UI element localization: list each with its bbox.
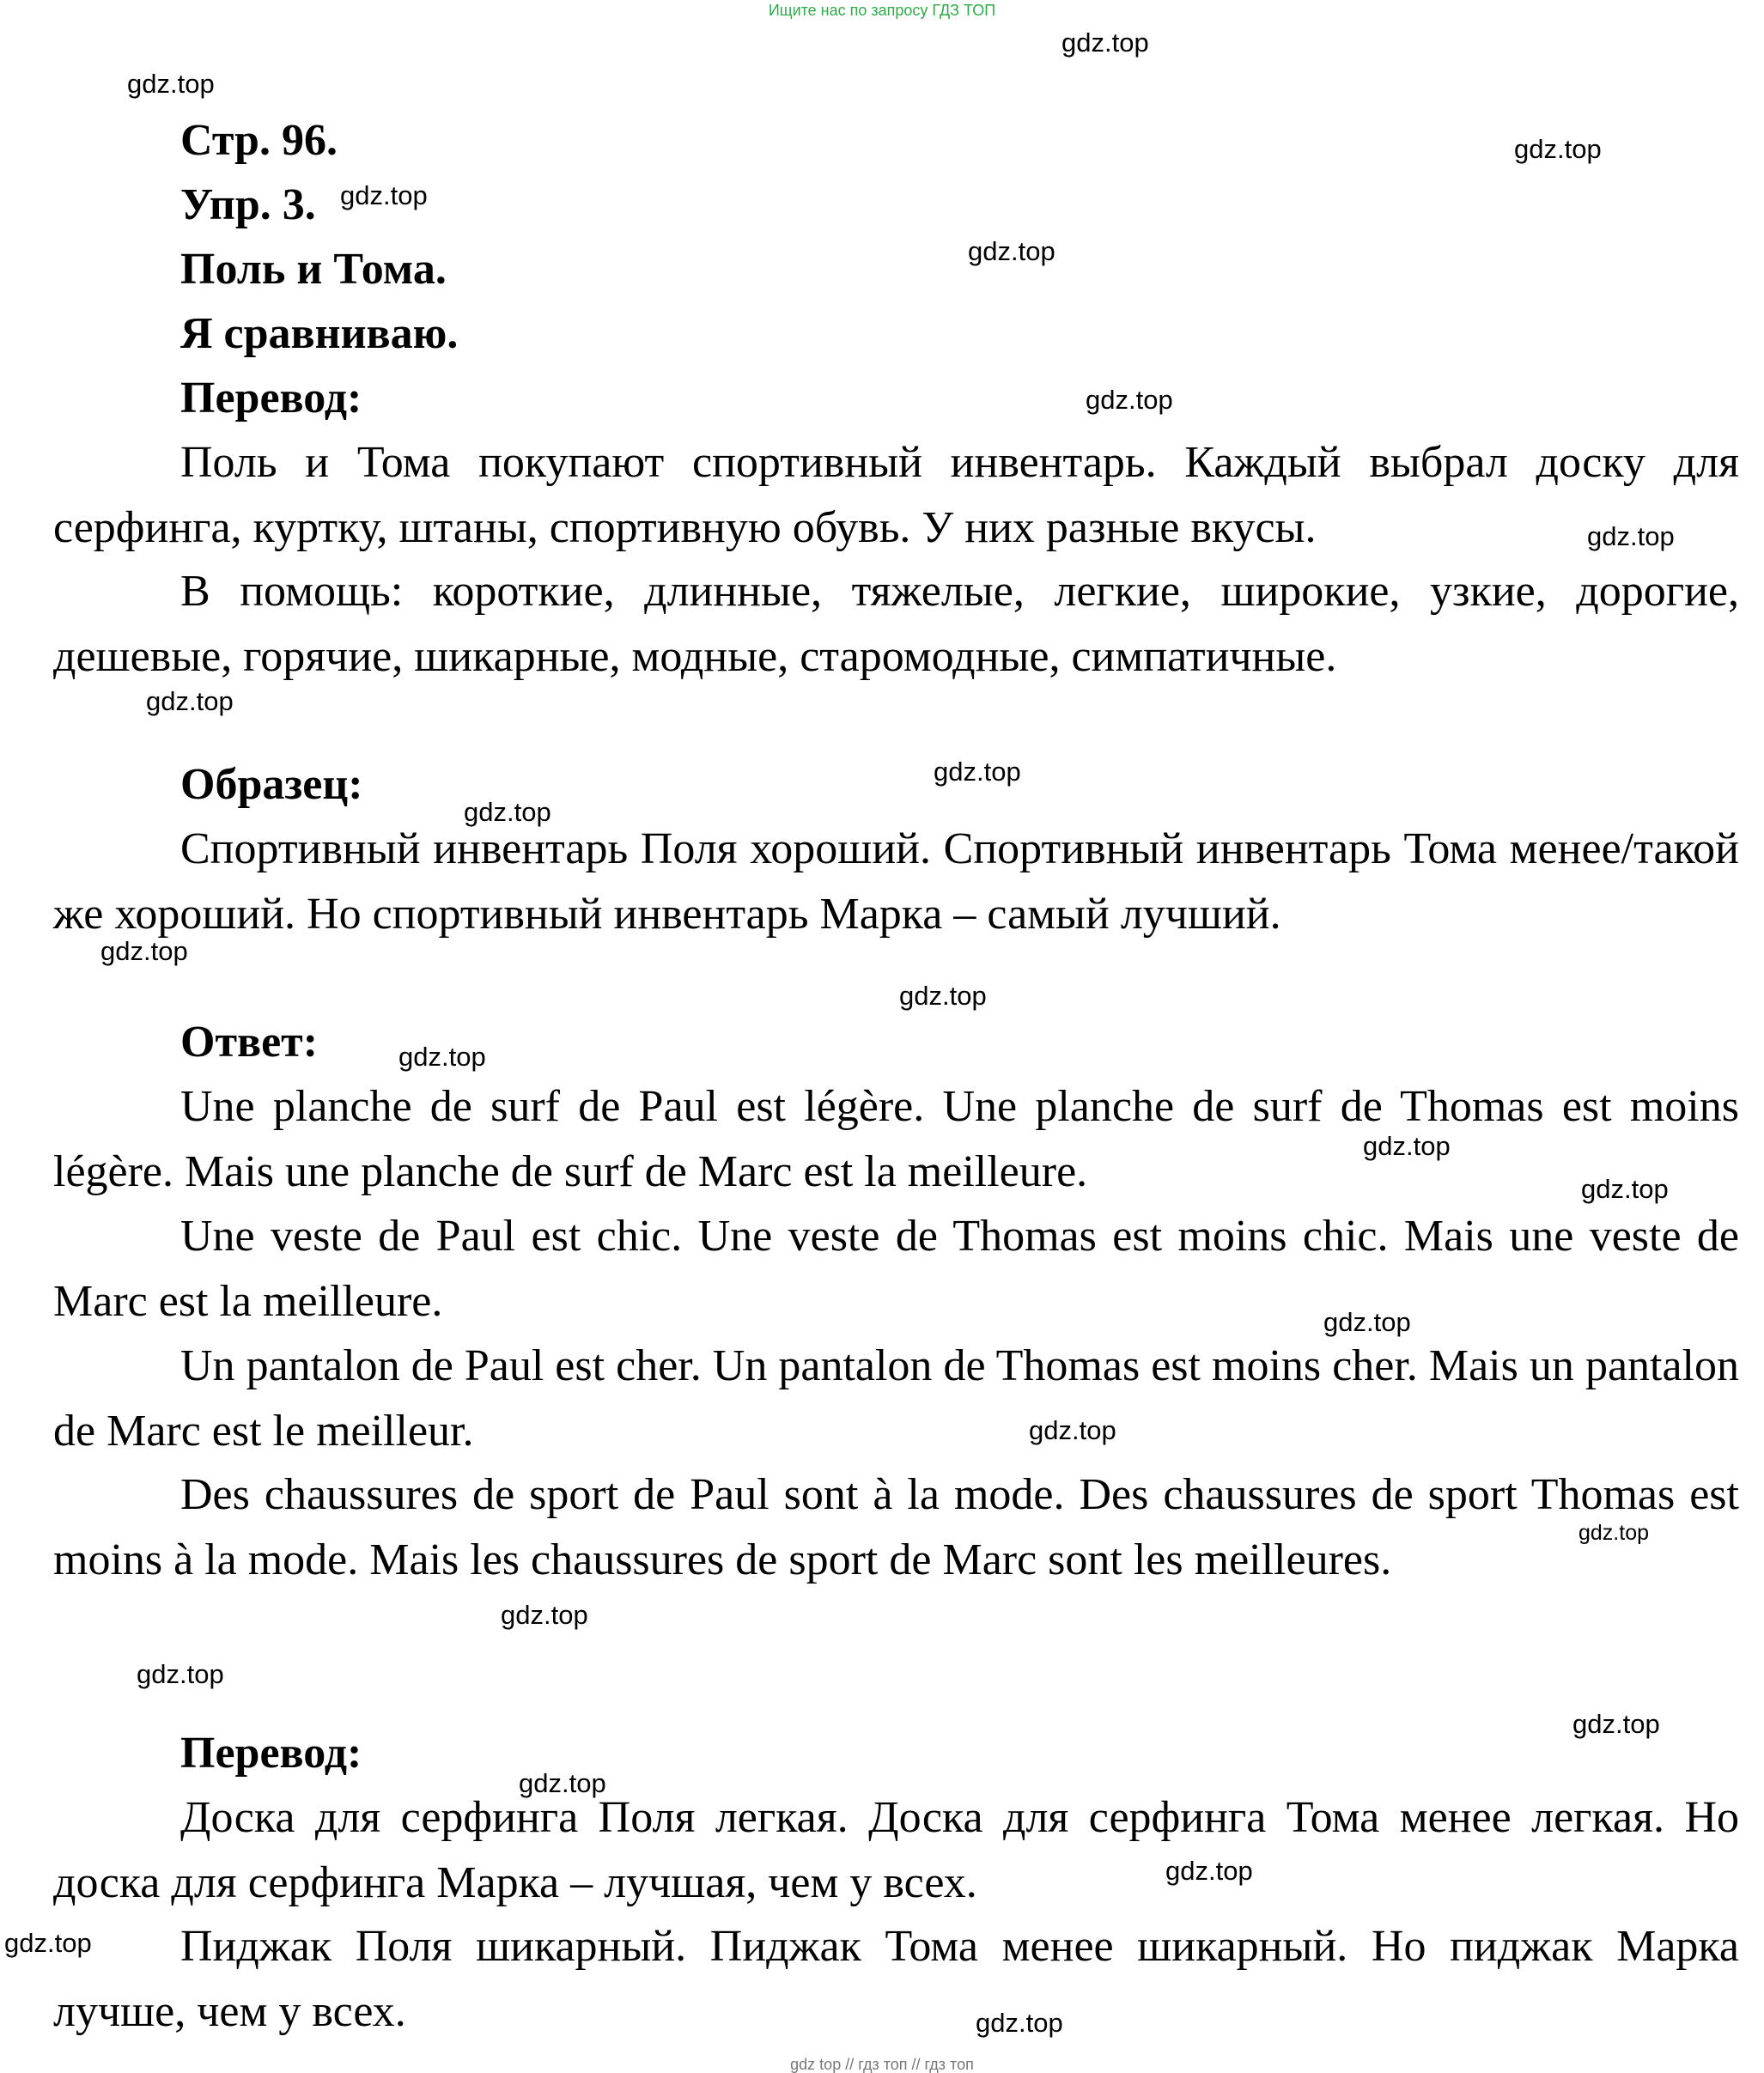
watermark: gdz.top — [4, 1928, 92, 1958]
watermark: gdz.top — [146, 686, 234, 716]
answer-paragraph: Une planche de surf de Paul est légère. Une planche de surf de Thomas est moins légère. Mais une planche de surf de Marc est la meilleure. — [53, 1082, 1739, 1196]
answer-paragraph: Des chaussures de sport de Paul sont à la mode. Des chaussures de sport Thomas est moins à la mode. Mais les chaussures de sport de Marc sont les meilleures. — [53, 1470, 1739, 1584]
sample-text: Спортивный инвентарь Поля хороший. Спортивный инвентарь Тома менее/такой же хороший. Но спортивный инвентарь Марка – самый лучший. — [53, 824, 1739, 939]
watermark: gdz.top — [464, 797, 551, 827]
watermark: gdz.top — [398, 1042, 486, 1072]
watermark: gdz.top — [100, 936, 188, 966]
watermark: gdz.top — [519, 1768, 606, 1798]
answer-translation-paragraph: Доска для серфинга Поля легкая. Доска для серфинга Тома менее легкая. Но доска для серфинга Марка – лучшая, чем у всех. — [53, 1793, 1739, 1907]
answer-translation-paragraph: Пиджак Поля шикарный. Пиджак Тома менее шикарный. Но пиджак Марка лучше, чем у всех. — [53, 1922, 1739, 2036]
watermark: gdz.top — [1581, 1174, 1669, 1204]
exercise-subtitle: Я сравниваю. — [180, 309, 459, 358]
bottom-banner: gdz top // гдз топ // гдз топ — [790, 2056, 974, 2073]
watermark: gdz.top — [934, 757, 1021, 787]
watermark: gdz.top — [976, 2008, 1063, 2038]
top-banner: Ищите нас по запросу ГДЗ ТОП — [768, 2, 996, 19]
watermark: gdz.top — [1572, 1709, 1660, 1739]
watermark: gdz.top — [1029, 1415, 1116, 1445]
watermark: gdz.top — [899, 981, 987, 1011]
watermark: gdz.top — [501, 1600, 588, 1630]
watermark: gdz.top — [1323, 1307, 1411, 1337]
answer-translation-heading: Перевод: — [180, 1729, 362, 1778]
watermark: gdz.top — [968, 236, 1055, 266]
watermark: gdz.top — [1363, 1131, 1451, 1161]
watermark: gdz.top — [1086, 385, 1173, 415]
page-number: Стр. 96. — [180, 116, 338, 165]
answer-paragraph: Un pantalon de Paul est cher. Un pantalon de Thomas est moins cher. Mais un pantalon de Marc est le meilleur. — [53, 1341, 1739, 1456]
exercise-title: Поль и Тома. — [180, 245, 447, 294]
watermark: gdz.top — [1587, 521, 1675, 551]
task-translation-text: Поль и Тома покупают спортивный инвентарь. Каждый выбрал доску для серфинга, куртку, штаны, спортивную обувь. У них разные вкусы. — [53, 438, 1739, 552]
watermark: gdz.top — [1514, 134, 1602, 164]
task-help-text: В помощь: короткие, длинные, тяжелые, легкие, широкие, узкие, дорогие, дешевые, горячие, шикарные, модные, старомодные, симпатичные. — [53, 567, 1739, 681]
watermark: gdz.top — [1165, 1856, 1253, 1886]
task-translation-heading: Перевод: — [180, 374, 362, 423]
watermark: gdz.top — [1061, 27, 1149, 58]
watermark: gdz.top — [127, 69, 215, 99]
answer-paragraph: Une veste de Paul est chic. Une veste de Thomas est moins chic. Mais une veste de Marc est la meilleure. — [53, 1212, 1739, 1326]
watermark: gdz.top — [137, 1659, 224, 1689]
answer-heading: Ответ: — [180, 1018, 319, 1067]
watermark: gdz.top — [340, 180, 428, 210]
watermark: gdz.top — [1578, 1521, 1650, 1545]
exercise-number: Упр. 3. — [180, 180, 316, 229]
sample-heading: Образец: — [180, 760, 363, 809]
